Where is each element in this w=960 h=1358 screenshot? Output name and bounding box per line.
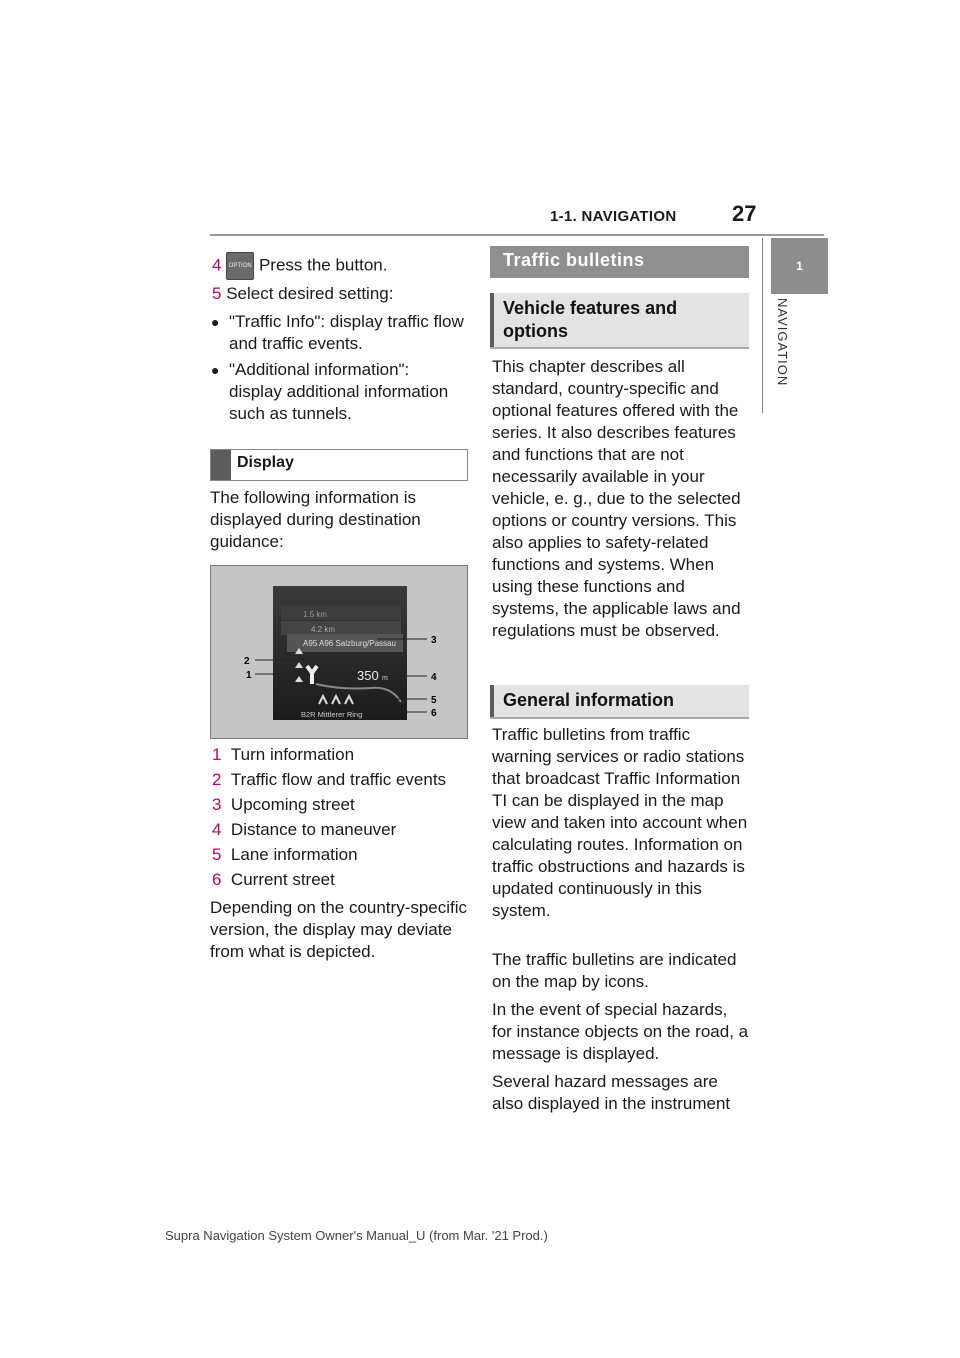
legend-text: Lane information [230, 845, 358, 864]
page-number: 27 [732, 201, 757, 226]
row-1-text: 1.5 km [303, 610, 328, 619]
legend-number: 2 [212, 770, 222, 789]
upcoming-street-text: A95 A96 Salzburg/Passau [303, 639, 396, 648]
display-intro: The following information is displayed during destination guidance: [210, 488, 421, 551]
vehicle-features-text: This chapter describes all standard, country-specific and optional features offered with the series. It also describes features and functions that are not necessarily available in your vehicle, e. g., due to the selected options or country versions. This also applies to safety-related functions and systems. When using these functions and systems, the applicable laws and regulations must be observed. [492, 357, 741, 640]
bullet-additional-info: ● "Additional information": display additional information such as tunnels. [229, 359, 464, 425]
legend-item [212, 844, 358, 866]
row-2-text: 4.2 km [311, 625, 336, 634]
legend-number: 5 [212, 845, 222, 864]
callout-2: 2 [244, 656, 250, 667]
callout-5: 5 [431, 695, 437, 706]
legend-number: 4 [212, 820, 222, 839]
display-heading [210, 449, 468, 481]
bullet-traffic-info: ● "Traffic Info": display traffic flow and traffic events. [229, 311, 469, 355]
distance-text: 350 [357, 668, 379, 683]
step-text: Press the button. [258, 255, 388, 275]
callout-6: 6 [431, 708, 437, 719]
callout-4: 4 [431, 672, 437, 683]
general-paragraph: In the event of special hazards, for instance objects on the road, a message is displayed. [492, 1000, 749, 1063]
legend-item [212, 744, 354, 766]
step-text: Select desired setting: [226, 284, 394, 303]
vehicle-features-heading [490, 293, 749, 349]
traffic-bulletins-heading [490, 246, 749, 278]
legend-number: 6 [212, 870, 222, 889]
general-paragraph: The traffic bulletins are indicated on the map by icons. [492, 950, 737, 991]
step-4 [212, 252, 387, 280]
chapter-label: NAVIGATION [775, 298, 790, 387]
legend-item [212, 794, 355, 816]
callout-1: 1 [246, 670, 252, 681]
heading-text: Display [237, 454, 294, 471]
section-title: 1-1. NAVIGATION [550, 208, 677, 225]
step-5 [212, 283, 393, 305]
heading-marker [490, 685, 494, 717]
legend-number: 3 [212, 795, 222, 814]
navigation-display-image [211, 566, 467, 738]
distance-unit: m [382, 675, 388, 682]
legend-item [212, 769, 446, 791]
legend-text: Upcoming street [230, 795, 355, 814]
legend-text: Traffic flow and traffic events [230, 770, 447, 789]
option-button-icon: OPTION [226, 252, 254, 280]
legend-item [212, 819, 396, 841]
heading-text: Vehicle features and options [503, 298, 678, 341]
legend-number: 1 [212, 745, 222, 764]
legend-text: Current street [230, 870, 335, 889]
general-paragraph: Several hazard messages are also displayed in the instrument [492, 1072, 731, 1113]
callout-3: 3 [431, 635, 437, 646]
legend-text: Turn information [230, 745, 355, 764]
chapter-tab: 1 [771, 238, 828, 294]
legend-item [212, 869, 335, 891]
step-number: 4 [212, 255, 222, 275]
general-paragraph: Traffic bulletins from traffic warning services or radio stations that broadcast Traffic Information TI can be displayed in the map view and taken into account when calculating routes. Information on traffic obstructions and hazards is updated continuously in this system. [492, 725, 748, 920]
step-number: 5 [212, 284, 222, 303]
display-figure [210, 565, 468, 739]
legend-text: Distance to maneuver [230, 820, 397, 839]
heading-marker [490, 293, 494, 347]
heading-marker [211, 450, 231, 480]
general-information-heading [490, 685, 749, 719]
current-street-text: B2R Mittlerer Ring [301, 710, 363, 719]
manual-footer: Supra Navigation System Owner's Manual_U (from Mar. '21 Prod.) [165, 1228, 548, 1243]
display-note: Depending on the country-specific version, the display may deviate from what is depicted. [210, 898, 468, 961]
tab-divider [762, 238, 763, 413]
heading-text: Traffic bulletins [503, 250, 645, 270]
heading-text: General information [503, 690, 675, 710]
header-rule [210, 234, 824, 236]
